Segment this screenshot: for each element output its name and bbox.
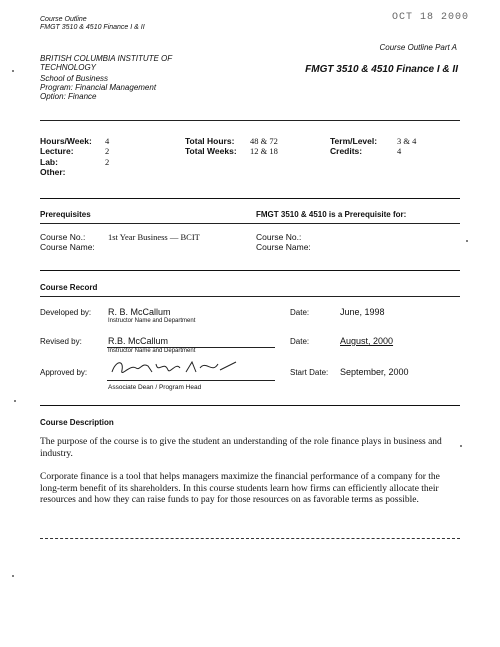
hours-week-value: 4: [105, 136, 110, 146]
other-label: Other:: [40, 167, 66, 177]
start-date-label: Start Date:: [290, 368, 329, 377]
total-weeks-label: Total Weeks:: [185, 146, 237, 156]
divider: [40, 120, 460, 121]
scan-speck: [12, 575, 14, 577]
divider: [40, 538, 460, 539]
developed-date: June, 1998: [340, 307, 385, 317]
start-date: September, 2000: [340, 367, 409, 377]
doc-subtitle: FMGT 3510 & 4510 Finance I & II: [40, 24, 145, 31]
prerequisite-for-heading: FMGT 3510 & 4510 is a Prerequisite for:: [256, 210, 407, 219]
revised-by-caption: Instructor Name and Department: [108, 348, 196, 354]
course-title: FMGT 3510 & 4510 Finance I & II: [305, 64, 458, 75]
divider: [40, 198, 460, 199]
scan-speck: [14, 400, 16, 402]
credits-value: 4: [397, 146, 402, 156]
option-name: Option: Finance: [40, 92, 97, 101]
approval-signature: [108, 356, 248, 380]
total-hours-label: Total Hours:: [185, 136, 235, 146]
developed-by-label: Developed by:: [40, 308, 92, 317]
course-name-label: Course Name:: [40, 242, 95, 252]
total-weeks-value: 12 & 18: [250, 146, 278, 156]
revised-date: August, 2000: [340, 336, 394, 346]
approved-by-label: Approved by:: [40, 368, 88, 377]
total-hours-value: 48 & 72: [250, 136, 278, 146]
course-record-heading: Course Record: [40, 283, 98, 292]
divider: [40, 223, 460, 224]
revised-by-label: Revised by:: [40, 337, 82, 346]
course-outline-part: Course Outline Part A: [379, 43, 457, 52]
prereq-for-course-no-label: Course No.:: [256, 232, 302, 242]
scan-speck: [460, 445, 462, 447]
program-name: Program: Financial Management: [40, 83, 157, 92]
divider: [40, 296, 460, 297]
prerequisites-heading: Prerequisites: [40, 210, 91, 219]
description-paragraph-2: Corporate finance is a tool that helps managers maximize the financial performance of a company for the long-term benefit of its shareholders. In this course students learn how firms can efficiently allocate their resources and how they can raise funds to pay for those resources on as favorable terms as possible.: [40, 472, 440, 505]
course-no-label: Course No.:: [40, 232, 86, 242]
school-name: School of Business: [40, 74, 109, 83]
approved-by-caption: Associate Dean / Program Head: [108, 384, 202, 391]
scan-speck: [466, 240, 468, 242]
course-description-heading: Course Description: [40, 418, 114, 427]
received-stamp: OCT 18 2000: [392, 12, 470, 23]
term-level-label: Term/Level:: [330, 136, 378, 146]
credits-label: Credits:: [330, 146, 363, 156]
revised-by-name: R.B. McCallum: [108, 336, 169, 346]
hours-week-label: Hours/Week:: [40, 136, 92, 146]
lecture-label: Lecture:: [40, 146, 74, 156]
institute-name-line1: BRITISH COLUMBIA INSTITUTE OF: [40, 54, 173, 63]
divider: [40, 270, 460, 271]
lab-value: 2: [105, 157, 110, 167]
developed-date-label: Date:: [290, 308, 310, 317]
term-level-value: 3 & 4: [397, 136, 417, 146]
developed-by-caption: Instructor Name and Department: [108, 318, 196, 324]
revised-date-label: Date:: [290, 337, 310, 346]
description-paragraph-1: The purpose of the course is to give the student an understanding of the role finance plays in business and industry.: [40, 437, 442, 459]
prereq-for-course-name-label: Course Name:: [256, 242, 311, 252]
lecture-value: 2: [105, 146, 110, 156]
approved-by-underline: [107, 380, 275, 381]
divider: [40, 405, 460, 406]
developed-by-name: R. B. McCallum: [108, 307, 171, 317]
scan-speck: [12, 70, 14, 72]
doc-type-label: Course Outline: [40, 16, 87, 23]
institute-name-line2: TECHNOLOGY: [40, 63, 97, 72]
lab-label: Lab:: [40, 157, 58, 167]
course-no-value: 1st Year Business — BCIT: [108, 232, 200, 242]
